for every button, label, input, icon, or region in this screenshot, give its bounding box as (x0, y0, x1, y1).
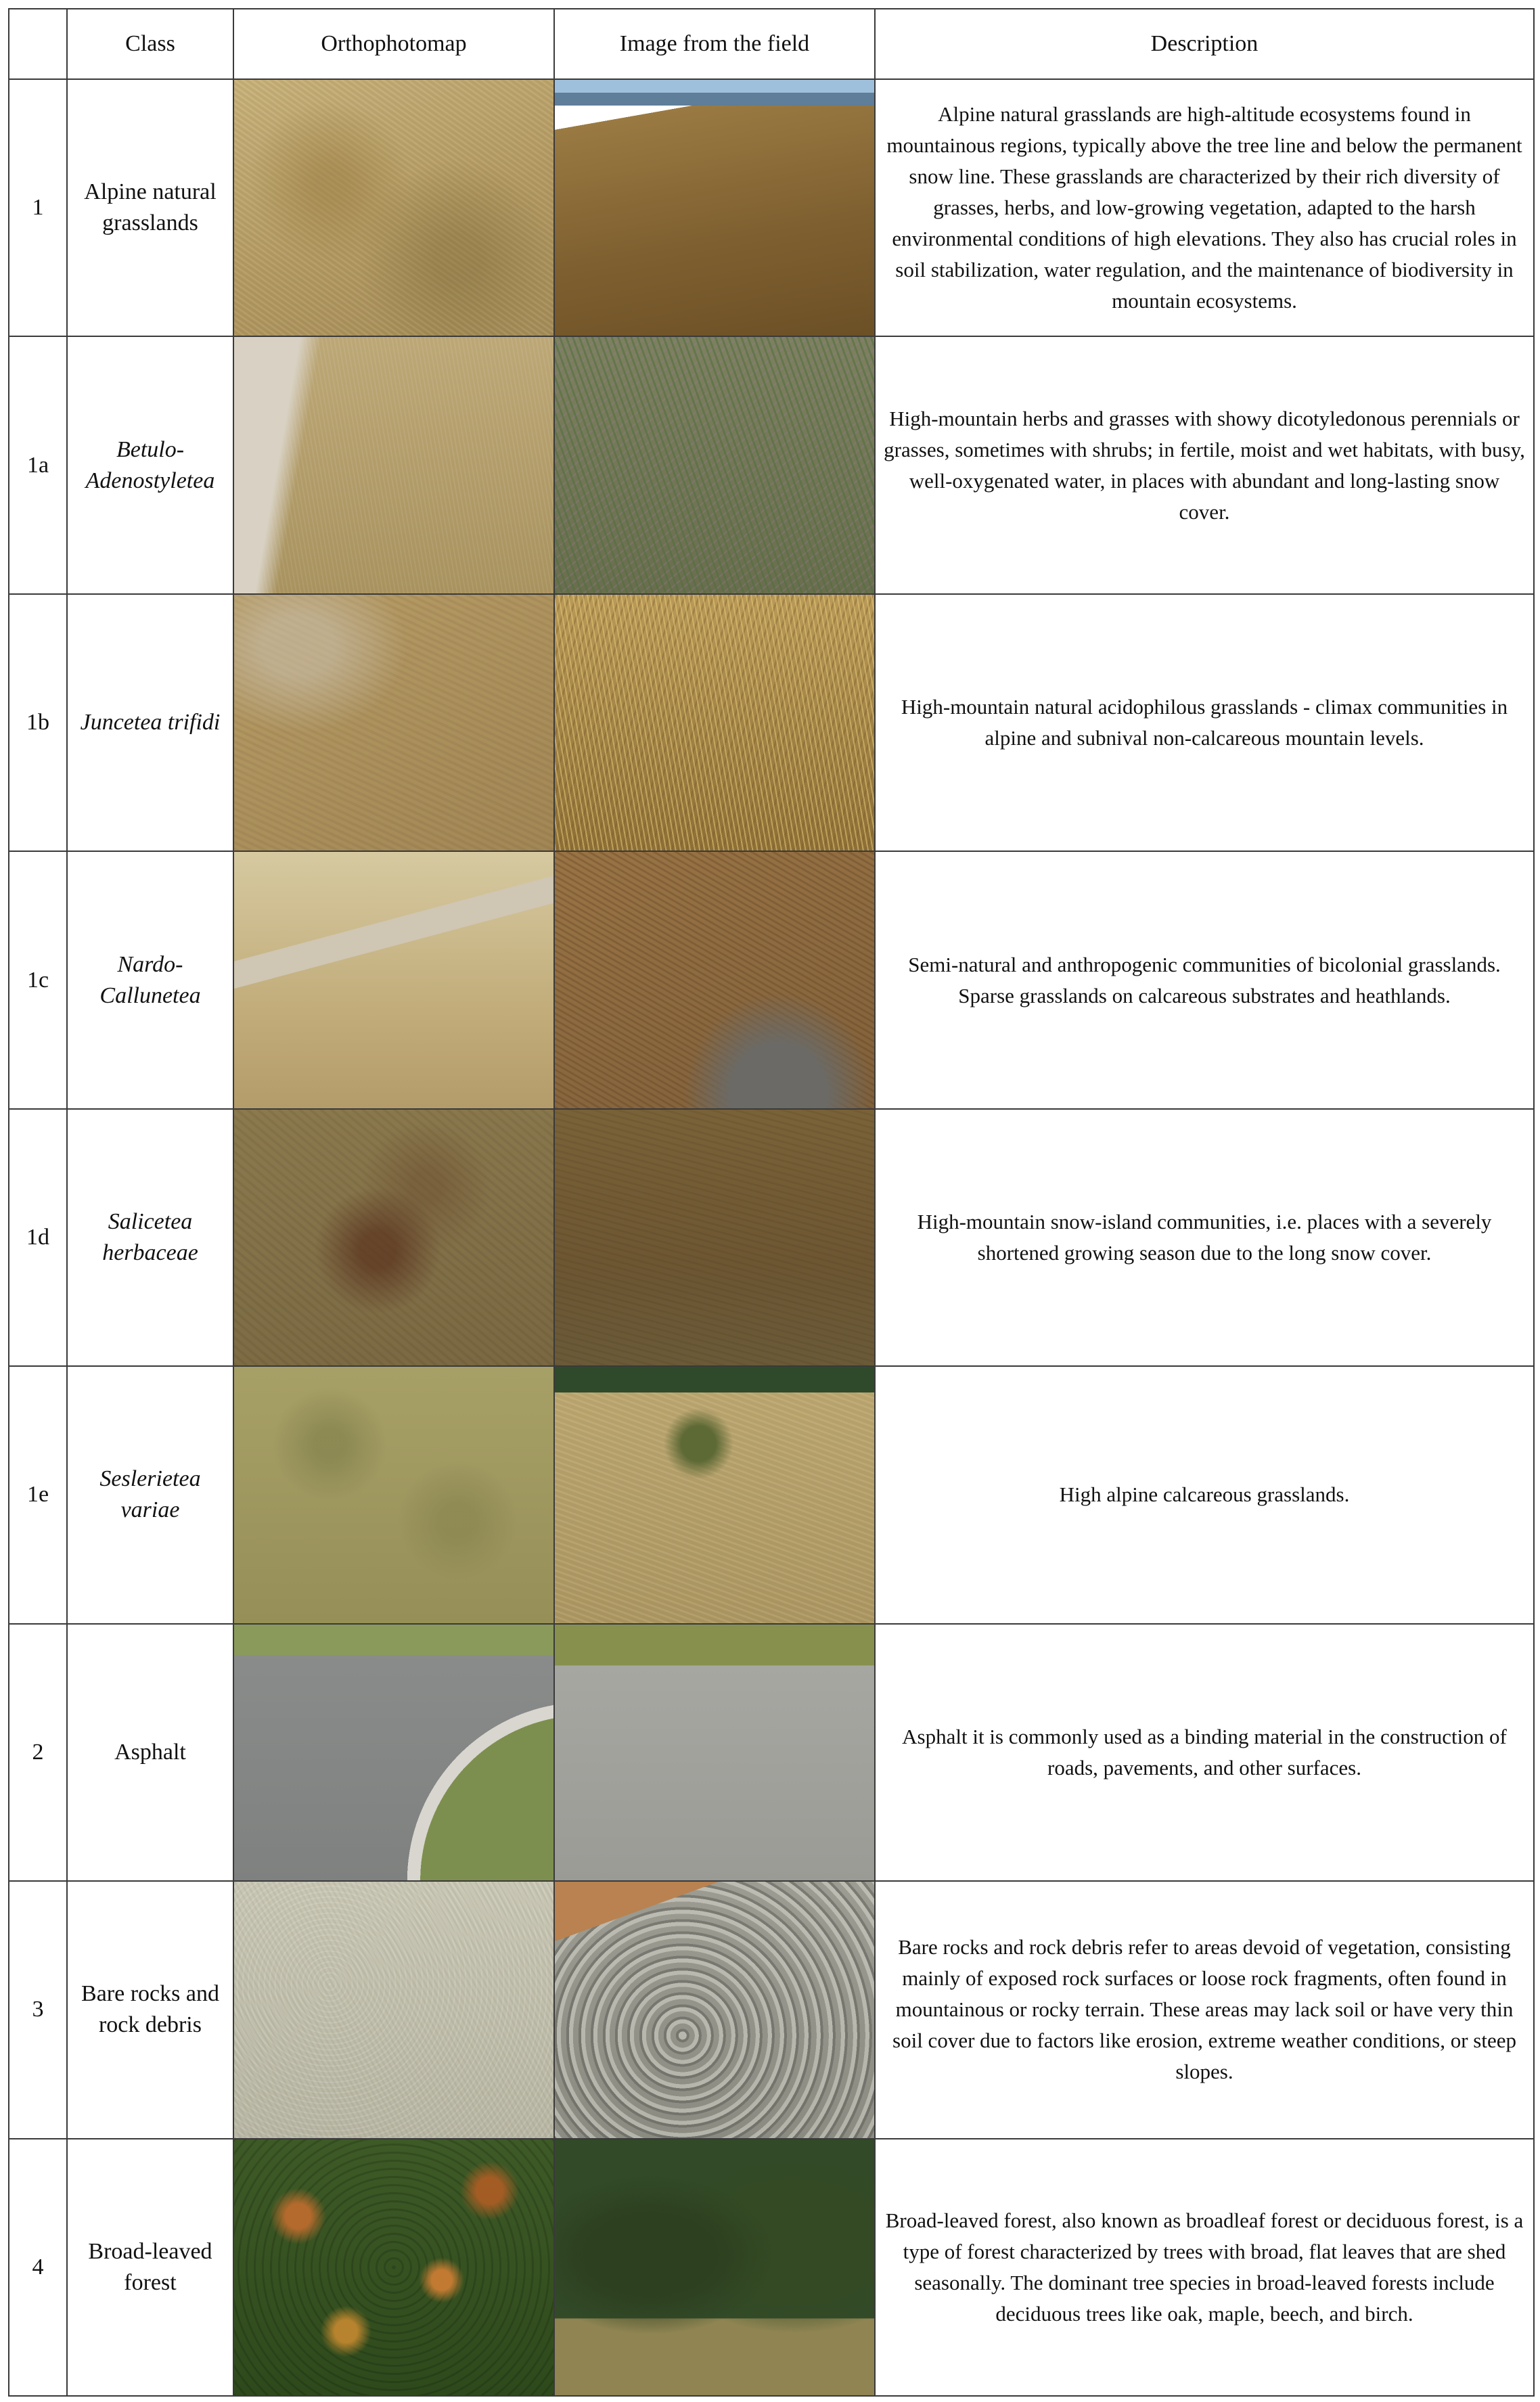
class-description: High-mountain herbs and grasses with showy dicotyledonous perennials or grasses, sometimes with shrubs; in fertile, moist and wet habitats, with busy, well-oxygenated water, in places with abundant and long-lasting snow cover. (875, 336, 1534, 593)
table-row (9, 1109, 1534, 1366)
class-description: Broad-leaved forest, also known as broadleaf forest or deciduous forest, is a type of forest characterized by trees with broad, flat leaves that are shed seasonally. The dominant tree species in broad-leaved forests include deciduous trees like oak, maple, beech, and birch. (875, 2139, 1534, 2397)
orthophoto-image (233, 1109, 554, 1366)
field-photo-image (554, 1366, 875, 1623)
class-description: Bare rocks and rock debris refer to areas devoid of vegetation, consisting mainly of exposed rock surfaces or loose rock fragments, often found in mountainous or rocky terrain. These areas may lack soil or have very thin soil cover due to factors like erosion, extreme weather conditions, or steep slopes. (875, 1881, 1534, 2138)
class-description: Alpine natural grasslands are high-altitude ecosystems found in mountainous regions, typically above the tree line and below the permanent snow line. These grasslands are characterized by their rich diversity of grasses, herbs, and low-growing vegetation, adapted to the harsh environmental conditions of high elevations. They also has crucial roles in soil stabilization, water regulation, and the maintenance of biodiversity in mountain ecosystems. (875, 79, 1534, 336)
class-number: 4 (9, 2139, 67, 2397)
class-number: 2 (9, 1624, 67, 1881)
field-photo-image (554, 1109, 875, 1366)
table-row (9, 1624, 1534, 1881)
field-photo-image (554, 336, 875, 593)
header-class: Class (67, 9, 233, 79)
table-row (9, 79, 1534, 336)
header-number (9, 9, 67, 79)
class-description: Semi-natural and anthropogenic communities of bicolonial grasslands. Sparse grasslands on calcareous substrates and heathlands. (875, 851, 1534, 1108)
class-number: 1d (9, 1109, 67, 1366)
orthophoto-image (233, 1624, 554, 1881)
class-number: 1b (9, 594, 67, 851)
orthophoto-image (233, 79, 554, 336)
class-name: Nardo-Callunetea (67, 851, 233, 1108)
field-photo-image (554, 1881, 875, 2138)
class-name: Salicetea herbaceae (67, 1109, 233, 1366)
table-row (9, 2139, 1534, 2397)
class-description: High-mountain snow-island communities, i.e. places with a severely shortened growing season due to the long snow cover. (875, 1109, 1534, 1366)
header-row (9, 9, 1534, 79)
table-row (9, 851, 1534, 1108)
orthophoto-image (233, 2139, 554, 2397)
class-name: Betulo-Adenostyletea (67, 336, 233, 593)
table-row (9, 1881, 1534, 2138)
land-cover-class-table (8, 8, 1535, 2397)
class-name: Asphalt (67, 1624, 233, 1881)
field-photo-image (554, 79, 875, 336)
table-row (9, 594, 1534, 851)
class-name: Juncetea trifidi (67, 594, 233, 851)
field-photo-image (554, 2139, 875, 2397)
orthophoto-image (233, 336, 554, 593)
class-number: 1a (9, 336, 67, 593)
orthophoto-image (233, 1881, 554, 2138)
class-name: Broad-leaved forest (67, 2139, 233, 2397)
class-description: High-mountain natural acidophilous grasslands - climax communities in alpine and subnival non-calcareous mountain levels. (875, 594, 1534, 851)
class-name: Seslerietea variae (67, 1366, 233, 1623)
orthophoto-image (233, 594, 554, 851)
header-description: Description (875, 9, 1534, 79)
class-number: 1e (9, 1366, 67, 1623)
class-description: Asphalt it is commonly used as a binding material in the construction of roads, pavements, and other surfaces. (875, 1624, 1534, 1881)
class-name: Alpine natural grasslands (67, 79, 233, 336)
class-description: High alpine calcareous grasslands. (875, 1366, 1534, 1623)
class-name: Bare rocks and rock debris (67, 1881, 233, 2138)
field-photo-image (554, 594, 875, 851)
orthophoto-image (233, 851, 554, 1108)
class-number: 1 (9, 79, 67, 336)
table-row (9, 1366, 1534, 1623)
table-row (9, 336, 1534, 593)
header-field-image: Image from the field (554, 9, 875, 79)
field-photo-image (554, 1624, 875, 1881)
class-number: 3 (9, 1881, 67, 2138)
field-photo-image (554, 851, 875, 1108)
class-number: 1c (9, 851, 67, 1108)
orthophoto-image (233, 1366, 554, 1623)
header-orthophotomap: Orthophotomap (233, 9, 554, 79)
